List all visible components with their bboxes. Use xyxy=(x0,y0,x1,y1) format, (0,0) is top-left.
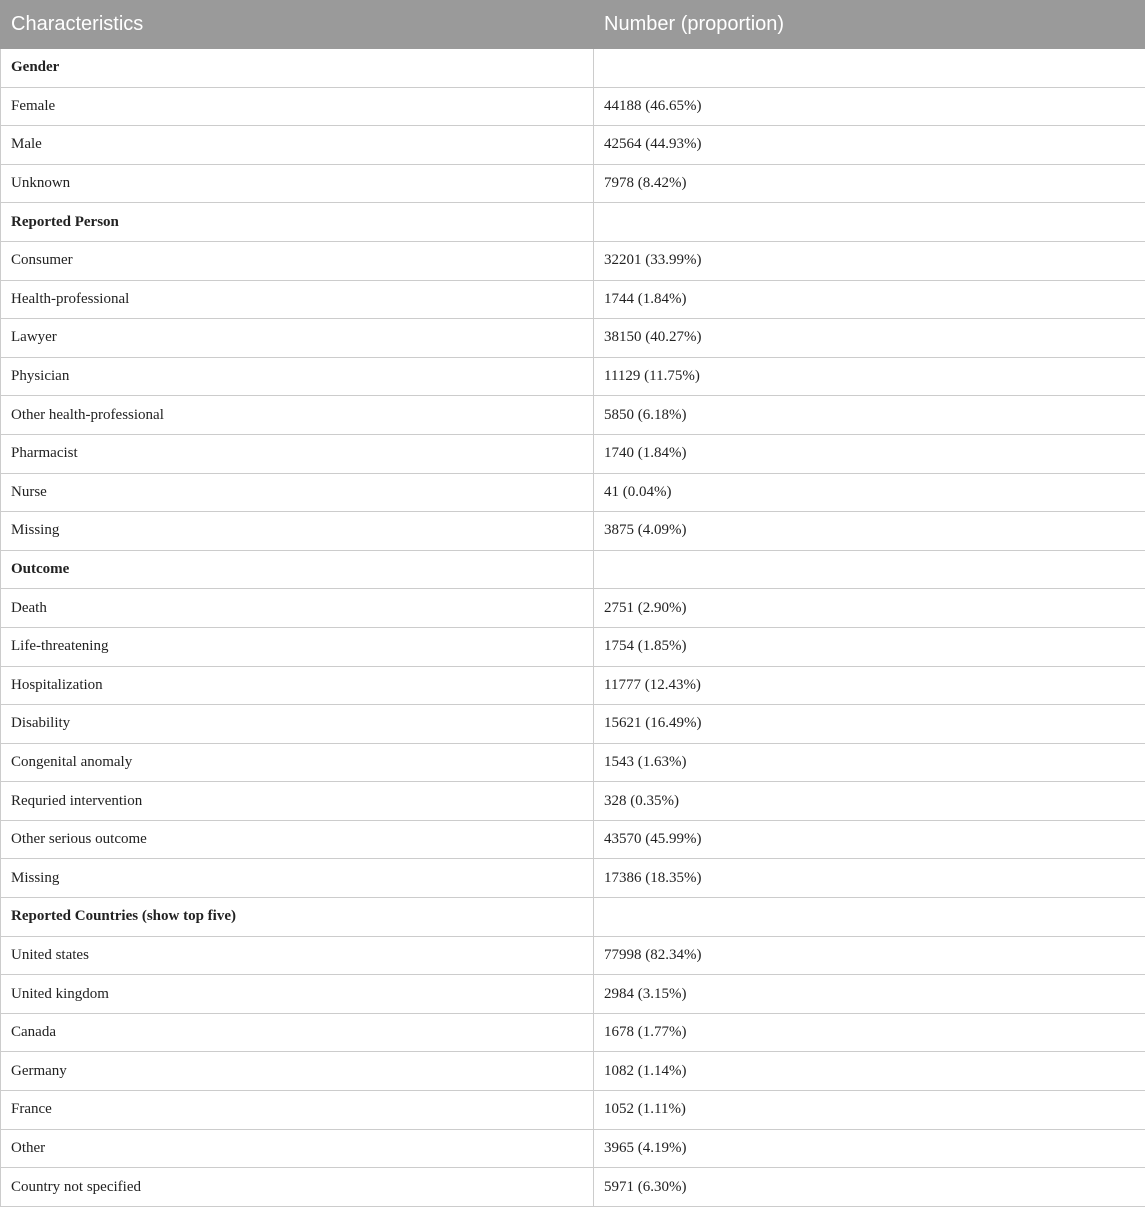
table-row xyxy=(1,589,1145,628)
number-proportion-cell: 38150 (40.27%) xyxy=(594,319,1145,358)
table-row xyxy=(1,434,1145,473)
table-row xyxy=(1,705,1145,744)
table-row xyxy=(1,396,1145,435)
number-proportion-cell: 3965 (4.19%) xyxy=(594,1129,1145,1168)
characteristic-label: Physician xyxy=(1,357,594,396)
number-proportion-cell: 3875 (4.09%) xyxy=(594,512,1145,551)
characteristic-label: Requried intervention xyxy=(1,782,594,821)
characteristic-label: Other health-professional xyxy=(1,396,594,435)
table-row xyxy=(1,164,1145,203)
characteristic-label: Germany xyxy=(1,1052,594,1091)
characteristic-label: Pharmacist xyxy=(1,434,594,473)
section-header-row xyxy=(1,898,1145,937)
number-proportion-cell: 2984 (3.15%) xyxy=(594,975,1145,1014)
table-body xyxy=(1,49,1145,1207)
table-row xyxy=(1,782,1145,821)
characteristic-label: Nurse xyxy=(1,473,594,512)
characteristic-label: Congenital anomaly xyxy=(1,743,594,782)
table-row xyxy=(1,280,1145,319)
table-row xyxy=(1,126,1145,165)
characteristic-label: Life-threatening xyxy=(1,627,594,666)
characteristic-label: Death xyxy=(1,589,594,628)
number-proportion-cell: 1740 (1.84%) xyxy=(594,434,1145,473)
number-proportion-cell: 2751 (2.90%) xyxy=(594,589,1145,628)
number-proportion-cell: 44188 (46.65%) xyxy=(594,87,1145,126)
table-row xyxy=(1,666,1145,705)
number-proportion-cell: 43570 (45.99%) xyxy=(594,820,1145,859)
table-row xyxy=(1,1013,1145,1052)
number-proportion-cell: 11777 (12.43%) xyxy=(594,666,1145,705)
section-label: Gender xyxy=(1,49,594,88)
section-header-row xyxy=(1,203,1145,242)
number-proportion-cell xyxy=(594,550,1145,589)
table-row xyxy=(1,859,1145,898)
number-proportion-cell: 1082 (1.14%) xyxy=(594,1052,1145,1091)
characteristic-label: France xyxy=(1,1091,594,1130)
characteristic-label: Female xyxy=(1,87,594,126)
number-proportion-cell: 7978 (8.42%) xyxy=(594,164,1145,203)
section-label: Outcome xyxy=(1,550,594,589)
characteristic-label: Male xyxy=(1,126,594,165)
number-proportion-cell: 1052 (1.11%) xyxy=(594,1091,1145,1130)
table-row xyxy=(1,743,1145,782)
characteristic-label: Canada xyxy=(1,1013,594,1052)
header-row xyxy=(1,1,1145,49)
table-row xyxy=(1,1168,1145,1207)
table-row xyxy=(1,1052,1145,1091)
section-label: Reported Person xyxy=(1,203,594,242)
characteristic-label: Hospitalization xyxy=(1,666,594,705)
characteristic-label: Lawyer xyxy=(1,319,594,358)
table-row xyxy=(1,975,1145,1014)
number-proportion-cell: 1754 (1.85%) xyxy=(594,627,1145,666)
characteristic-label: Unknown xyxy=(1,164,594,203)
number-proportion-cell: 5850 (6.18%) xyxy=(594,396,1145,435)
section-header-row xyxy=(1,550,1145,589)
column-header-number-proportion: Number (proportion) xyxy=(594,1,1145,49)
table-row xyxy=(1,473,1145,512)
characteristic-label: Missing xyxy=(1,859,594,898)
number-proportion-cell: 42564 (44.93%) xyxy=(594,126,1145,165)
characteristic-label: Disability xyxy=(1,705,594,744)
number-proportion-cell: 15621 (16.49%) xyxy=(594,705,1145,744)
table-row xyxy=(1,357,1145,396)
table-row xyxy=(1,1091,1145,1130)
number-proportion-cell xyxy=(594,898,1145,937)
table-row xyxy=(1,820,1145,859)
number-proportion-cell xyxy=(594,49,1145,88)
number-proportion-cell: 328 (0.35%) xyxy=(594,782,1145,821)
characteristic-label: United kingdom xyxy=(1,975,594,1014)
number-proportion-cell: 41 (0.04%) xyxy=(594,473,1145,512)
number-proportion-cell: 1678 (1.77%) xyxy=(594,1013,1145,1052)
table-header xyxy=(1,1,1145,49)
column-header-characteristics: Characteristics xyxy=(1,1,594,49)
number-proportion-cell: 1744 (1.84%) xyxy=(594,280,1145,319)
table-row xyxy=(1,627,1145,666)
section-label: Reported Countries (show top five) xyxy=(1,898,594,937)
characteristic-label: Consumer xyxy=(1,241,594,280)
characteristic-label: Country not specified xyxy=(1,1168,594,1207)
characteristic-label: Health-professional xyxy=(1,280,594,319)
number-proportion-cell xyxy=(594,203,1145,242)
characteristic-label: Other xyxy=(1,1129,594,1168)
characteristic-label: Other serious outcome xyxy=(1,820,594,859)
characteristic-label: United states xyxy=(1,936,594,975)
number-proportion-cell: 5971 (6.30%) xyxy=(594,1168,1145,1207)
section-header-row xyxy=(1,49,1145,88)
number-proportion-cell: 17386 (18.35%) xyxy=(594,859,1145,898)
table-row xyxy=(1,241,1145,280)
characteristic-label: Missing xyxy=(1,512,594,551)
number-proportion-cell: 1543 (1.63%) xyxy=(594,743,1145,782)
table-row xyxy=(1,1129,1145,1168)
table-row xyxy=(1,512,1145,551)
number-proportion-cell: 32201 (33.99%) xyxy=(594,241,1145,280)
table-row xyxy=(1,87,1145,126)
table-row xyxy=(1,319,1145,358)
number-proportion-cell: 11129 (11.75%) xyxy=(594,357,1145,396)
number-proportion-cell: 77998 (82.34%) xyxy=(594,936,1145,975)
table-row xyxy=(1,936,1145,975)
